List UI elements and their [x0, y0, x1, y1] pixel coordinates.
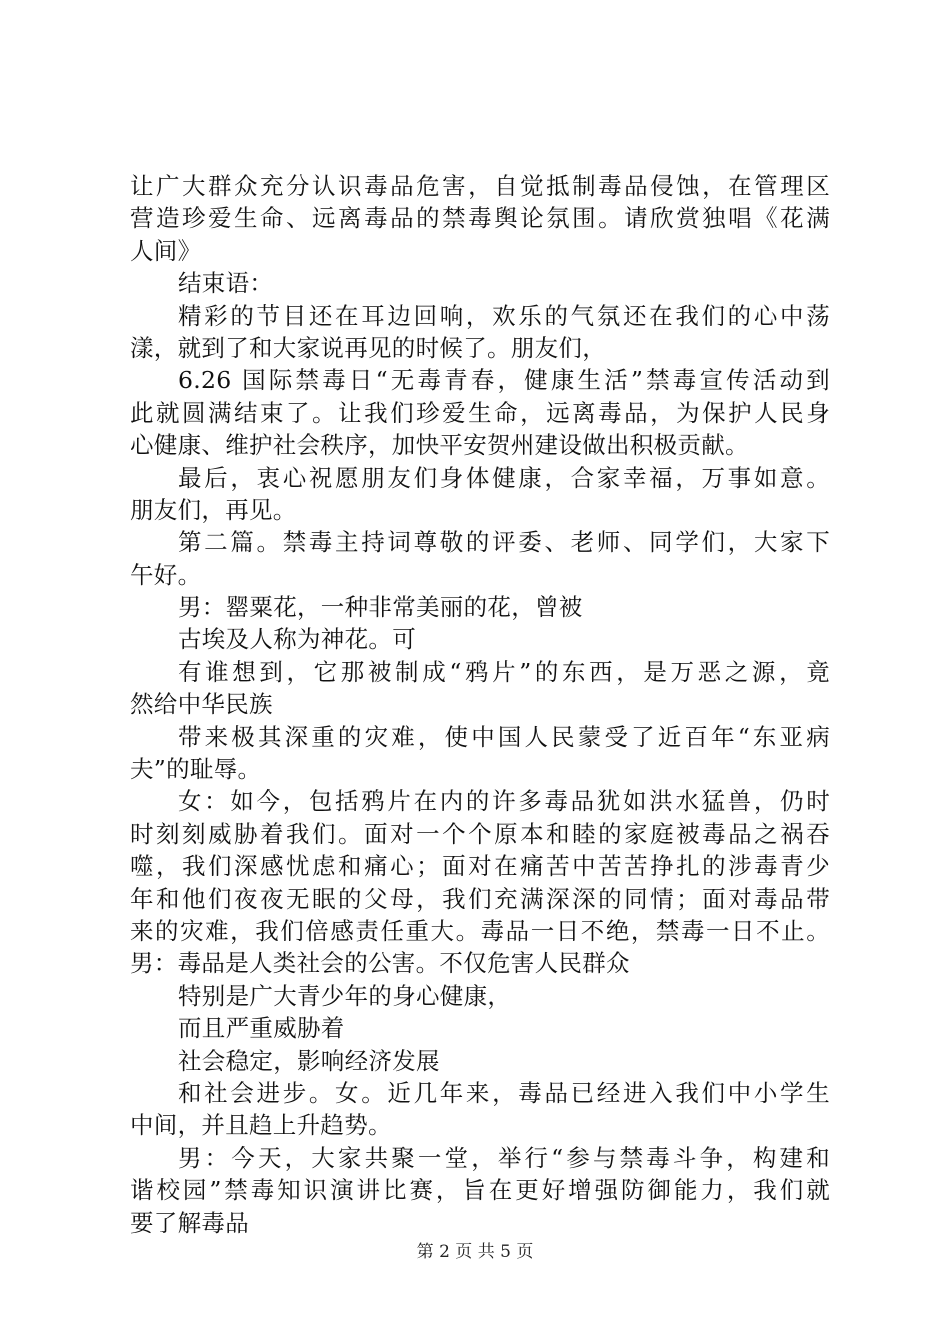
- text-line: 夫”的耻辱。: [130, 755, 262, 784]
- text-line: 男：毒品是人类社会的公害。不仅危害人民群众: [130, 949, 630, 978]
- text-line: 而且严重威胁着: [178, 1014, 345, 1043]
- text-line: 让广大群众充分认识毒品危害，自觉抵制毒品侵蚀，在管理区: [130, 172, 830, 200]
- text-line: 特别是广大青少年的身心健康，: [178, 981, 512, 1010]
- document-body: [130, 170, 830, 1239]
- text-line: 6.26 国际禁毒日“无毒青春，健康生活”禁毒宣传活动到: [178, 366, 830, 395]
- text-line: 朋友们，再见。: [130, 495, 297, 524]
- text-line: 男：罂粟花，一种非常美丽的花，曾被: [178, 593, 583, 622]
- text-line: 有谁想到，它那被制成“鸦片”的东西，是万恶之源，竟: [178, 657, 830, 686]
- text-line: 时刻刻威胁着我们。面对一个个原本和睦的家庭被毒品之祸吞: [130, 819, 830, 848]
- text-line: 心健康、维护社会秩序，加快平安贺州建设做出积极贡献。: [130, 431, 749, 460]
- page-number-footer: 第 2 页 共 5 页: [416, 1242, 534, 1262]
- text-line: 和社会进步。女。近几年来，毒品已经进入我们中小学生: [178, 1078, 830, 1107]
- text-line: 午好。: [130, 560, 202, 589]
- text-line: 中间，并且趋上升趋势。: [130, 1111, 392, 1140]
- text-line: 来的灾难，我们倍感责任重大。毒品一日不绝，禁毒一日不止。: [130, 916, 830, 945]
- text-line: 年和他们夜夜无眠的父母，我们充满深深的同情；面对毒品带: [130, 884, 830, 913]
- text-line: 结束语：: [178, 269, 274, 298]
- text-line: 人间》: [130, 236, 202, 265]
- text-line: 男：今天，大家共聚一堂，举行“参与禁毒斗争，构建和: [178, 1143, 830, 1172]
- text-line: 营造珍爱生命、远离毒品的禁毒舆论氛围。请欣赏独唱《花满: [130, 204, 830, 233]
- text-line: 精彩的节目还在耳边回响，欢乐的气氛还在我们的心中荡: [178, 301, 830, 330]
- text-line: 此就圆满结束了。让我们珍爱生命，远离毒品，为保护人民身: [130, 398, 830, 427]
- text-line: 要了解毒品: [130, 1208, 249, 1237]
- text-line: 谐校园”禁毒知识演讲比赛，旨在更好增强防御能力，我们就: [130, 1176, 830, 1205]
- text-line: 第二篇。禁毒主持词尊敬的评委、老师、同学们，大家下: [178, 528, 830, 557]
- text-line: 然给中华民族: [130, 690, 273, 719]
- text-line: 噬，我们深感忧虑和痛心；面对在痛苦中苦苦挣扎的涉毒青少: [130, 852, 830, 881]
- text-line: 带来极其深重的灾难，使中国人民蒙受了近百年“东亚病: [178, 722, 830, 751]
- text-line: 漾，就到了和大家说再见的时候了。朋友们，: [130, 333, 606, 362]
- text-line: 古埃及人称为神花。可: [178, 625, 416, 654]
- text-line: 女：如今，包括鸦片在内的许多毒品犹如洪水猛兽，仍时: [178, 787, 830, 816]
- text-line: 社会稳定，影响经济发展: [178, 1046, 440, 1075]
- text-line: 最后，衷心祝愿朋友们身体健康，合家幸福，万事如意。: [178, 463, 830, 492]
